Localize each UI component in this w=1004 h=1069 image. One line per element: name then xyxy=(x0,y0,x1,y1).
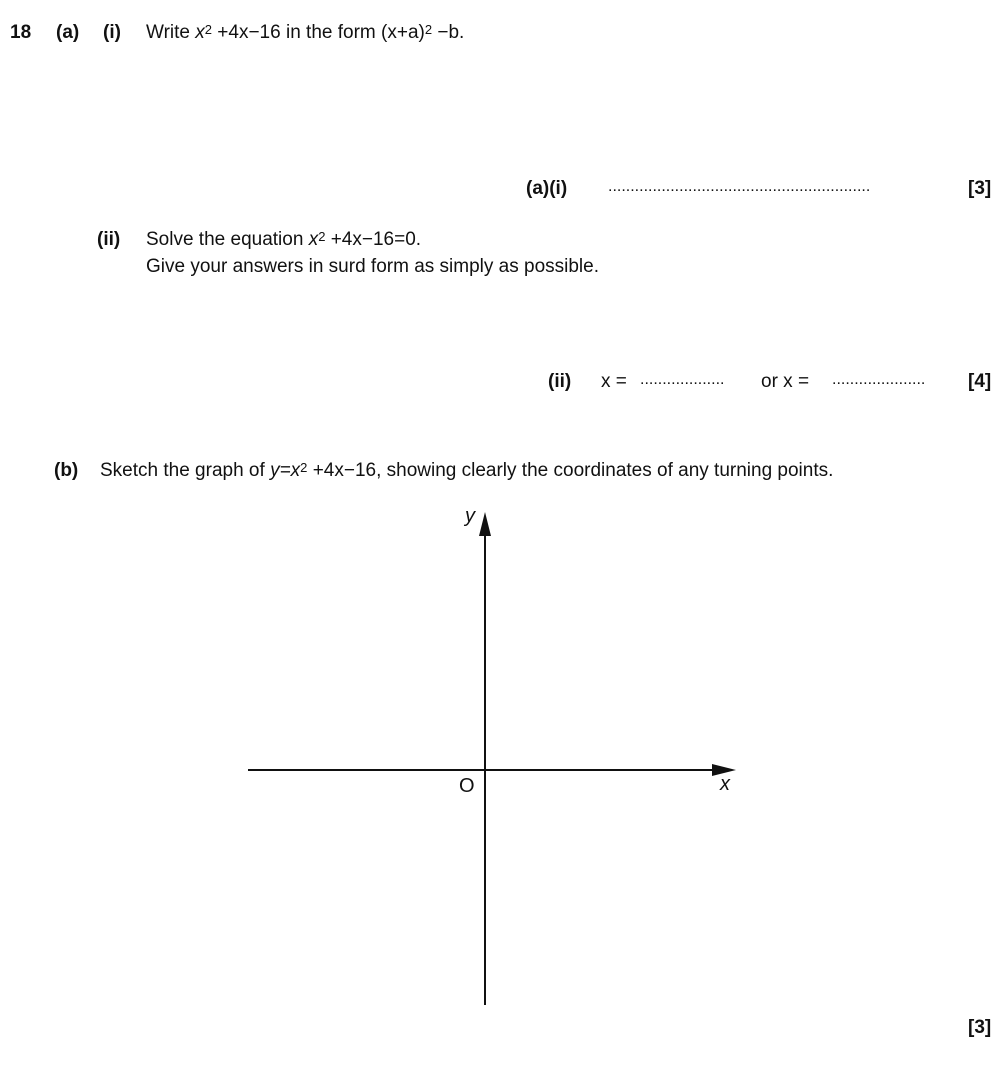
graph-equation-exponent: 2 xyxy=(300,460,308,475)
answer-line-a-ii-1[interactable]: ................... xyxy=(640,371,725,388)
form-text: in the form xyxy=(285,22,376,43)
x-label-1: x = xyxy=(601,371,627,392)
answer-label-a-ii: (ii) xyxy=(548,371,572,392)
y-axis-label: y xyxy=(465,505,475,527)
x-axis-label: x xyxy=(720,773,730,795)
origin-label: O xyxy=(459,775,475,797)
graph-equation: y=x xyxy=(270,460,301,481)
form-exponent: 2 xyxy=(424,22,433,37)
part-a-ii-line2: Give your answers in surd form as simply as possible. xyxy=(146,256,599,277)
part-a-ii-label: (ii) xyxy=(97,229,121,250)
marks-b: [3] xyxy=(968,1017,992,1038)
equation-exponent: 2 xyxy=(318,229,326,244)
equation-rest: +4x−16=0. xyxy=(330,229,422,250)
expression-exponent: 2 xyxy=(204,22,212,37)
prompt-suffix: showing clearly the coordinates of any turning points. xyxy=(386,460,834,481)
answer-label-a-i: (a)(i) xyxy=(526,178,568,199)
graph-equation-rest: +4x−16, xyxy=(312,460,382,481)
part-b-label: (b) xyxy=(54,460,79,481)
form-rest: −b. xyxy=(437,22,465,43)
prompt-prefix: Solve the equation xyxy=(146,229,304,250)
expression-x: x xyxy=(195,22,205,43)
equation-x: x xyxy=(308,229,319,250)
answer-line-a-ii-2[interactable]: ..................... xyxy=(832,371,926,388)
question-number: 18 xyxy=(10,22,32,43)
answer-line-a-i[interactable]: ........................................................... xyxy=(608,178,871,195)
prompt-prefix: Sketch the graph of xyxy=(100,460,265,481)
marks-a-ii: [4] xyxy=(968,371,992,392)
part-a-label: (a) xyxy=(56,22,80,43)
marks-a-i: [3] xyxy=(968,178,992,199)
expression-rest: +4x−16 xyxy=(217,22,281,43)
form-expression: (x+a) xyxy=(381,22,425,43)
or-x-label: or x = xyxy=(761,371,810,392)
part-a-i-label: (i) xyxy=(103,22,121,43)
y-axis-arrowhead xyxy=(479,512,491,536)
prompt-prefix: Write xyxy=(146,22,190,43)
